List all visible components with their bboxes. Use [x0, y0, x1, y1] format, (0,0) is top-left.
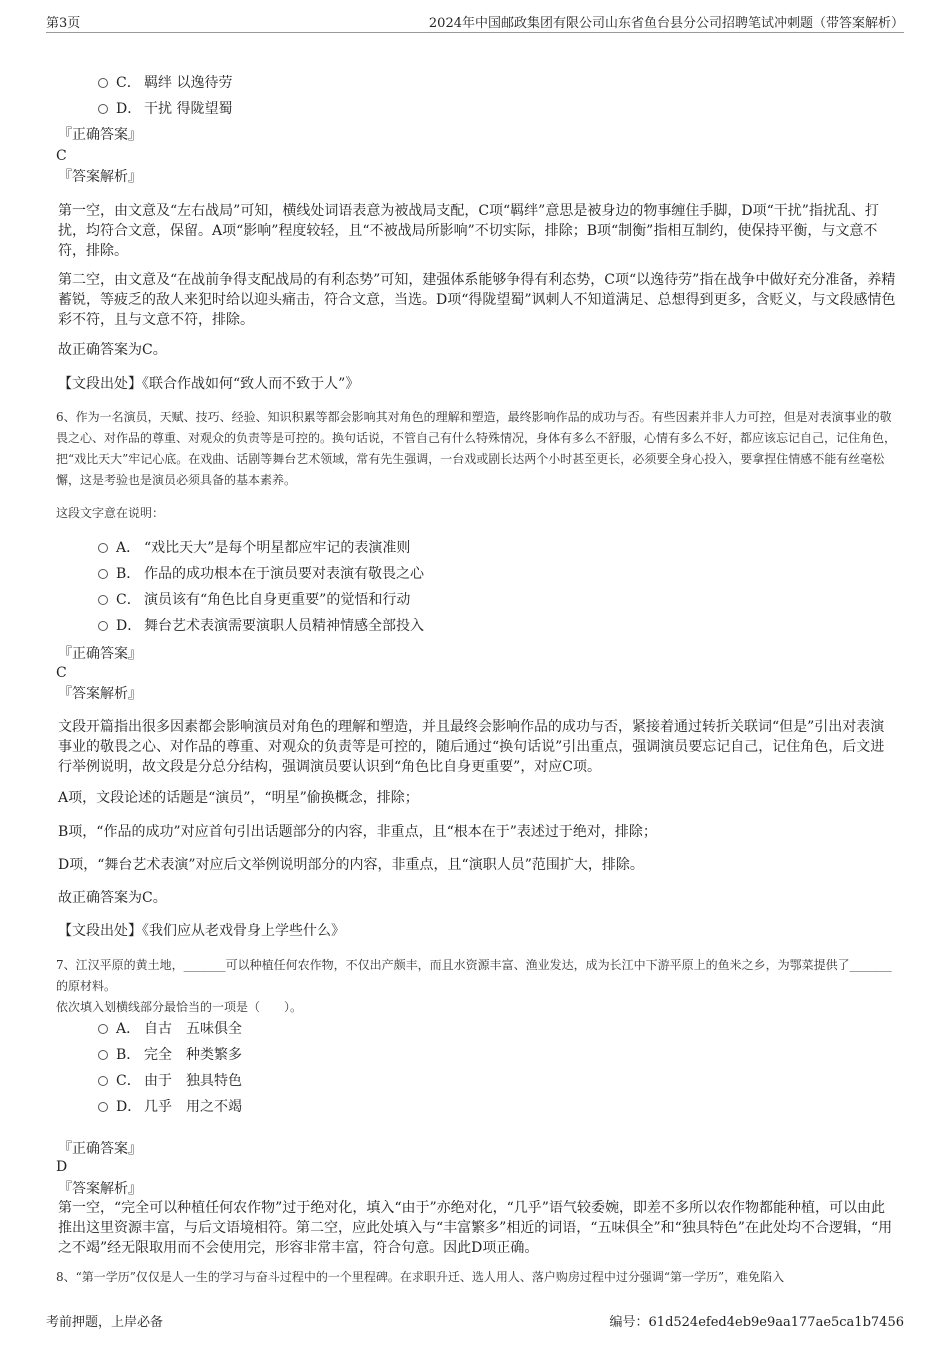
radio-icon[interactable] [98, 595, 108, 605]
document-title: 2024年中国邮政集团有限公司山东省鱼台县分公司招聘笔试冲刺题（带答案解析） [428, 16, 904, 31]
radio-icon[interactable] [98, 543, 108, 553]
analysis-paragraph: D项，“舞台艺术表演”对应后文举例说明部分的内容，非重点，且“演职人员”范围扩大，排除。 [58, 857, 644, 873]
question-prompt: 这段文字意在说明： [56, 506, 165, 520]
analysis-paragraph: A项，文段论述的话题是“演员”，“明星”偷换概念，排除； [58, 790, 419, 806]
radio-icon[interactable] [98, 1050, 108, 1060]
answer-label: 『正确答案』 [58, 1141, 142, 1157]
answer-value: C [56, 665, 67, 681]
page-number: 第3页 [46, 16, 81, 31]
page-header [46, 10, 904, 33]
radio-icon[interactable] [98, 569, 108, 579]
radio-icon[interactable] [98, 78, 108, 88]
analysis-paragraph: 文段开篇指出很多因素都会影响演员对角色的理解和塑造，并且最终会影响作品的成功与否，紧接着通过转折关联词“但是”引出对表演事业的敬畏之心、对作品的尊重、对观众的负责等是可控的，随后通过“换句话说”引出重点，强调演员要忘记自己，记住角色，后文进行举例说明，故文段是分总分结构，强调演员要认识到“角色比自身更重要”，对应C项。 [58, 719, 885, 775]
question-stem: 6、作为一名演员，天赋、技巧、经验、知识积累等都会影响其对角色的理解和塑造，最终影响作品的成功与否。有些因素并非人力可控，但是对表演事业的敬畏之心、对作品的尊重、对观众的负责等是可控的。换句话说，不管自己有什么特殊情况，身体有多么不舒服，心情有多么不好，都应该忘记自己，记住角色，把“戏比天大”牢记心底。在戏曲、话剧等舞台艺术领域，常有先生强调，一台戏或剧长达两个小时甚至更长，必须要全身心投入，要拿捏住情感不能有丝毫松懈，这是考验也是演员必须具备的基本素养。 [56, 410, 897, 487]
source-citation: 【文段出处】《我们应从老戏骨身上学些什么》 [58, 923, 345, 939]
radio-icon[interactable] [98, 1076, 108, 1086]
radio-icon[interactable] [98, 621, 108, 631]
answer-label: 『正确答案』 [58, 127, 142, 143]
answer-value: D [56, 1159, 68, 1175]
radio-icon[interactable] [98, 104, 108, 114]
answer-value: C [56, 148, 67, 164]
q7-option-b[interactable]: B． 完全 种类繁多 [98, 1046, 242, 1064]
analysis-conclusion: 故正确答案为C。 [58, 342, 167, 358]
q6-option-a[interactable]: A． “戏比天大”是每个明星都应牢记的表演准则 [98, 539, 410, 557]
analysis-label: 『答案解析』 [58, 1181, 142, 1197]
q7-option-a[interactable]: A． 自古 五味俱全 [98, 1020, 242, 1038]
q7-option-c[interactable]: C． 由于 独具特色 [98, 1072, 242, 1090]
q5-option-c[interactable]: C． 羁绊 以逸待劳 [98, 74, 232, 92]
footer-slogan: 考前押题，上岸必备 [46, 1315, 164, 1330]
q6-option-c[interactable]: C． 演员该有“角色比自身更重要”的觉悟和行动 [98, 591, 410, 609]
analysis-paragraph: 第一空，“完全可以种植任何农作物”过于绝对化，填入“由于”亦绝对化，“几乎”语气较委婉，即差不多所以农作物都能种植，可以由此推出这里资源丰富，与后文语境相符。第二空，应此处填入与“丰富繁多”相近的词语，“五味俱全”和“独具特色”在此处均不合逻辑，“用之不竭”经无限取用而不会使用完，形容非常丰富，符合句意。因此D项正确。 [58, 1200, 893, 1256]
radio-icon[interactable] [98, 1102, 108, 1112]
analysis-paragraph: 第二空，由文意及“在战前争得支配战局的有利态势”可知，建强体系能够争得有利态势，C项“以逸待劳”指在战争中做好充分准备，养精蓄锐，等疲乏的敌人来犯时给以迎头痛击，符合文意，当选。D项“得陇望蜀”讽刺人不知道满足、总想得到更多，含贬义，与文段感情色彩不符，且与文意不符，排除。 [58, 272, 896, 328]
answer-label: 『正确答案』 [58, 646, 142, 662]
question-stem: 7、江汉平原的黄土地，_______可以种植任何农作物，不仅出产颇丰，而且水资源丰富、渔业发达，成为长江中下游平原上的鱼米之乡，为鄂菜提供了_______的原材料。 [56, 958, 892, 993]
analysis-paragraph: B项，“作品的成功”对应首句引出话题部分的内容，非重点，且“根本在于”表述过于绝对，排除； [58, 824, 657, 840]
analysis-conclusion: 故正确答案为C。 [58, 890, 167, 906]
document-id: 编号：61d524efed4eb9e9aa177ae5ca1b7456 [609, 1315, 904, 1330]
q5-option-d[interactable]: D． 干扰 得陇望蜀 [98, 100, 232, 118]
source-citation: 【文段出处】《联合作战如何“致人而不致于人”》 [58, 376, 360, 392]
radio-icon[interactable] [98, 1024, 108, 1034]
question-stem: 8、“第一学历”仅仅是人一生的学习与奋斗过程中的一个里程碑。在求职升迁、选人用人、落户购房过程中过分强调“第一学历”，难免陷入 [56, 1270, 785, 1284]
q6-option-d[interactable]: D． 舞台艺术表演需要演职人员精神情感全部投入 [98, 617, 424, 635]
question-prompt: 依次填入划横线部分最恰当的一项是（ ）。 [56, 1000, 303, 1014]
q7-option-d[interactable]: D． 几乎 用之不竭 [98, 1098, 242, 1116]
analysis-paragraph: 第一空，由文意及“左右战局”可知，横线处词语表意为被战局支配，C项“羁绊”意思是被身边的物事缠住手脚，D项“干扰”指扰乱、打扰，均符合文意，保留。A项“影响”程度较轻，且“不被战局所影响”不切实际，排除；B项“制衡”指相互制约，使保持平衡，与文意不符，排除。 [58, 203, 879, 259]
q6-option-b[interactable]: B． 作品的成功根本在于演员要对表演有敬畏之心 [98, 565, 424, 583]
analysis-label: 『答案解析』 [58, 169, 142, 185]
analysis-label: 『答案解析』 [58, 686, 142, 702]
